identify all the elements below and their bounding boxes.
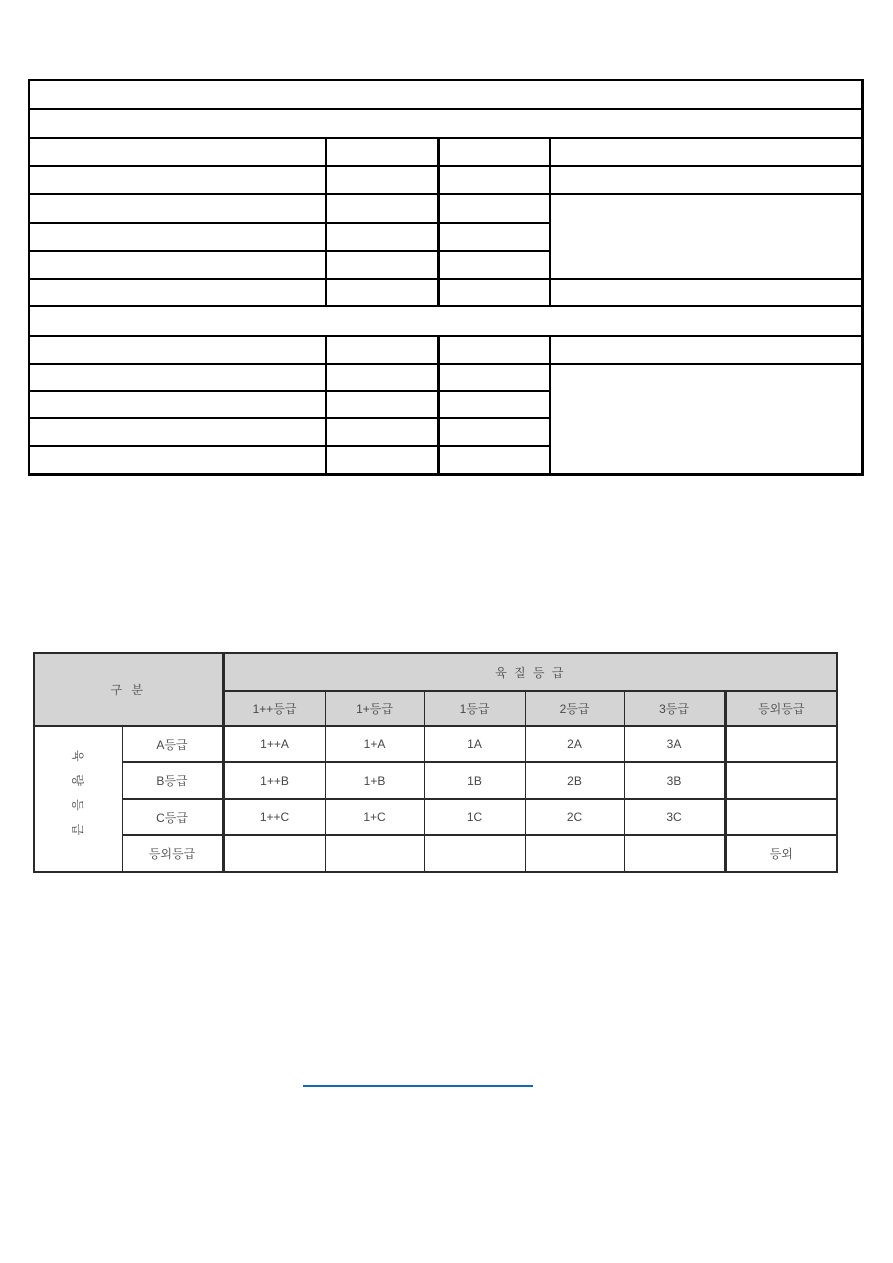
- table-row: [34, 762, 837, 799]
- table-row: [34, 835, 837, 872]
- empty-cell: [29, 446, 326, 474]
- grade-cell: [725, 762, 837, 799]
- empty-cell: [326, 166, 438, 194]
- table-row: [29, 336, 862, 364]
- empty-cell: [326, 194, 438, 223]
- empty-cell: [550, 138, 862, 166]
- grade-cell: [725, 726, 837, 762]
- hyperlink-underline[interactable]: [303, 1085, 533, 1087]
- corner-header-cell: 구 분: [34, 653, 223, 726]
- grade-cell: 2B: [525, 762, 624, 799]
- empty-cell: [550, 166, 862, 194]
- quality-grade-header-cell: 육 질 등 급: [223, 653, 837, 691]
- empty-cell: [29, 223, 326, 251]
- quality-column-header: 2등급: [525, 691, 624, 726]
- empty-cell: [550, 336, 862, 364]
- grade-cell: 1A: [424, 726, 525, 762]
- table-row: [29, 194, 862, 223]
- empty-cell: [326, 138, 438, 166]
- empty-cell: [29, 80, 862, 109]
- empty-cell: [326, 336, 438, 364]
- empty-cell: [326, 418, 438, 446]
- empty-cell: [29, 418, 326, 446]
- table-row: [29, 364, 862, 391]
- empty-cell: [438, 364, 550, 391]
- yield-grade-vertical-label: 육량등급: [70, 749, 85, 849]
- row-label-cell: 등외등급: [122, 835, 223, 872]
- grade-cell: 1+C: [325, 799, 424, 835]
- empty-cell: [326, 391, 438, 418]
- table-row: [29, 138, 862, 166]
- empty-cell: [29, 251, 326, 279]
- empty-cell: [438, 194, 550, 223]
- empty-cell: [326, 223, 438, 251]
- empty-cell: [438, 336, 550, 364]
- empty-cell: [438, 446, 550, 474]
- grade-cell: 3A: [624, 726, 725, 762]
- quality-column-header: 1등급: [424, 691, 525, 726]
- grade-cell: 1C: [424, 799, 525, 835]
- quality-column-header: 3등급: [624, 691, 725, 726]
- empty-merged-cell: [550, 364, 862, 474]
- empty-cell: [29, 364, 326, 391]
- yield-grade-vertical-header-cell: [34, 726, 122, 872]
- grade-cell: 1+B: [325, 762, 424, 799]
- grade-cell: 1++B: [223, 762, 325, 799]
- empty-cell: [29, 306, 862, 336]
- grade-cell: 2C: [525, 799, 624, 835]
- grade-cell: 1B: [424, 762, 525, 799]
- vertical-label-wrap: [35, 729, 122, 869]
- grade-cell: 등외: [725, 835, 837, 872]
- empty-cell: [326, 364, 438, 391]
- empty-form-table: [28, 79, 864, 476]
- table-row: [29, 80, 862, 109]
- table-row: [34, 653, 837, 691]
- grade-cell: 2A: [525, 726, 624, 762]
- empty-cell: [438, 166, 550, 194]
- grade-cell: [223, 835, 325, 872]
- empty-merged-cell: [550, 194, 862, 279]
- table-row: [29, 306, 862, 336]
- empty-cell: [29, 138, 326, 166]
- table-row: [34, 799, 837, 835]
- row-label-cell: A등급: [122, 726, 223, 762]
- empty-cell: [29, 391, 326, 418]
- table-row: [29, 109, 862, 138]
- grade-cell: [325, 835, 424, 872]
- grade-cell: [725, 799, 837, 835]
- quality-column-header: 1++등급: [223, 691, 325, 726]
- table-row: [29, 279, 862, 306]
- table-row: [34, 726, 837, 762]
- empty-cell: [326, 446, 438, 474]
- empty-cell: [438, 138, 550, 166]
- row-label-cell: C등급: [122, 799, 223, 835]
- empty-cell: [29, 279, 326, 306]
- empty-cell: [550, 279, 862, 306]
- quality-column-header: 등외등급: [725, 691, 837, 726]
- quality-column-header: 1+등급: [325, 691, 424, 726]
- empty-cell: [29, 194, 326, 223]
- grade-cell: 3C: [624, 799, 725, 835]
- empty-cell: [29, 166, 326, 194]
- grade-cell: 3B: [624, 762, 725, 799]
- empty-cell: [438, 223, 550, 251]
- empty-cell: [438, 251, 550, 279]
- empty-cell: [438, 391, 550, 418]
- empty-cell: [438, 418, 550, 446]
- empty-cell: [326, 251, 438, 279]
- grade-cell: [424, 835, 525, 872]
- table-row: [29, 166, 862, 194]
- grade-cell: 1++C: [223, 799, 325, 835]
- empty-cell: [326, 279, 438, 306]
- grade-cell: [624, 835, 725, 872]
- grade-cell: 1+A: [325, 726, 424, 762]
- grade-cell: 1++A: [223, 726, 325, 762]
- grade-matrix-table: [33, 652, 838, 873]
- empty-cell: [29, 109, 862, 138]
- empty-cell: [29, 336, 326, 364]
- grade-cell: [525, 835, 624, 872]
- empty-cell: [438, 279, 550, 306]
- row-label-cell: B등급: [122, 762, 223, 799]
